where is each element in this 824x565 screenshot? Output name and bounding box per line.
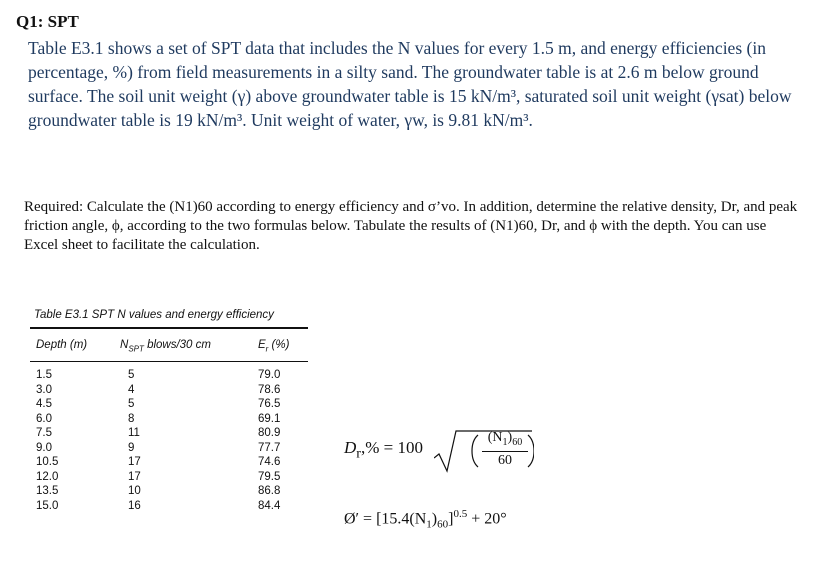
table-cell: 17 xyxy=(128,470,141,483)
table-cell: 16 xyxy=(128,499,141,512)
depth-column xyxy=(36,368,58,513)
header-depth: Depth (m) xyxy=(36,339,88,351)
table-cell: 8 xyxy=(128,412,135,425)
table-cell: 10 xyxy=(128,485,141,497)
formula-phi-mid: ) xyxy=(431,510,438,528)
table-cell: 1.5 xyxy=(36,369,52,381)
question-title: Q1: SPT xyxy=(16,12,79,31)
table-cell: 10.5 xyxy=(36,456,59,468)
formula-dr-numerator xyxy=(482,429,528,452)
table-header-rule xyxy=(30,361,308,362)
required-paragraph: Required: Calculate the (N1)60 according to energy efficiency and σ’vo. In addition, determine the relative density, Dr, and peak friction angle, ϕ, according to the two formulas below. Tabulate the results of (N1)60, Dr, and ϕ with the depth. You can use Excel sheet to facilitate the calculation. xyxy=(24,199,798,253)
header-energy xyxy=(258,339,289,353)
table-cell: 9 xyxy=(128,441,135,454)
table-cell: 76.5 xyxy=(258,398,281,410)
formula-dr-fraction xyxy=(482,429,528,469)
formula-phi-lhs: Ø′ = [15.4(N xyxy=(344,510,427,528)
table-cell: 13.5 xyxy=(36,485,59,497)
header-nspt-prefix: N xyxy=(120,339,129,351)
table-cell: 11 xyxy=(128,427,140,439)
table-cell: 4.5 xyxy=(36,398,52,410)
formula-dr-num-sub1: 1 xyxy=(502,436,508,448)
nspt-column xyxy=(128,368,141,513)
intro-paragraph: Table E3.1 shows a set of SPT data that includes the N values for every 1.5 m, and energy efficiencies (in percentage, %) from field measurements in a silty sand. The groundwater table is at 2.6 m below ground surface. The soil unit weight (γ) above groundwater table is 15 kN/m³, saturated soil unit weight (γsat) below groundwater table is 19 kN/m³. Unit weight of water, γw, is 9.81 kN/m³. xyxy=(28,38,792,130)
header-nspt-sub: SPT xyxy=(128,344,144,354)
header-energy-suffix: (%) xyxy=(268,339,290,351)
formula-dr-lhs xyxy=(344,438,423,462)
energy-column xyxy=(258,368,280,513)
table-cell: 79.0 xyxy=(258,369,281,381)
table-cell: 69.1 xyxy=(258,412,281,425)
table-cell: 77.7 xyxy=(258,441,281,454)
formula-phi-sub2: 60 xyxy=(437,518,449,531)
header-nspt xyxy=(120,339,211,353)
table-cell: 7.5 xyxy=(36,427,52,439)
table-cell: 6.0 xyxy=(36,412,52,425)
table-cell: 79.5 xyxy=(258,470,281,483)
formula-dr-denominator: 60 xyxy=(498,452,512,468)
header-energy-prefix: E xyxy=(258,339,266,351)
table-cell: 15.0 xyxy=(36,499,59,512)
table-cell: 17 xyxy=(128,456,141,468)
formula-phi-rest: + 20° xyxy=(467,510,507,528)
table-cell: 4 xyxy=(128,383,135,396)
formula-dr-var: D xyxy=(344,438,357,457)
formula-friction-angle xyxy=(344,508,507,531)
header-energy-sub: r xyxy=(265,344,269,354)
formula-phi-close: ] xyxy=(448,510,454,528)
table-cell: 5 xyxy=(128,369,135,381)
table-cell: 86.8 xyxy=(258,485,281,497)
formula-dr-num-open: (N xyxy=(487,430,503,445)
table-cell: 5 xyxy=(128,398,135,410)
formula-dr-num-sub2: 60 xyxy=(512,436,523,448)
table-cell: 3.0 xyxy=(36,383,52,396)
table-top-rule xyxy=(30,327,308,329)
table-cell: 84.4 xyxy=(258,499,281,512)
table-cell: 74.6 xyxy=(258,456,281,468)
table-caption: Table E3.1 SPT N values and energy efficiency xyxy=(34,309,274,321)
table-cell: 78.6 xyxy=(258,383,281,396)
table-cell: 9.0 xyxy=(36,441,52,454)
formula-phi-exponent: 0.5 xyxy=(453,508,468,520)
table-cell: 12.0 xyxy=(36,470,59,483)
table-cell: 80.9 xyxy=(258,427,281,439)
formula-dr-rest: ,% = 100 xyxy=(361,438,423,457)
header-nspt-suffix: blows/30 cm xyxy=(143,339,211,351)
formula-phi-sub1: 1 xyxy=(426,518,432,531)
formula-dr-var-sub: r xyxy=(356,445,361,462)
formula-dr-num-close: ) xyxy=(507,430,513,445)
